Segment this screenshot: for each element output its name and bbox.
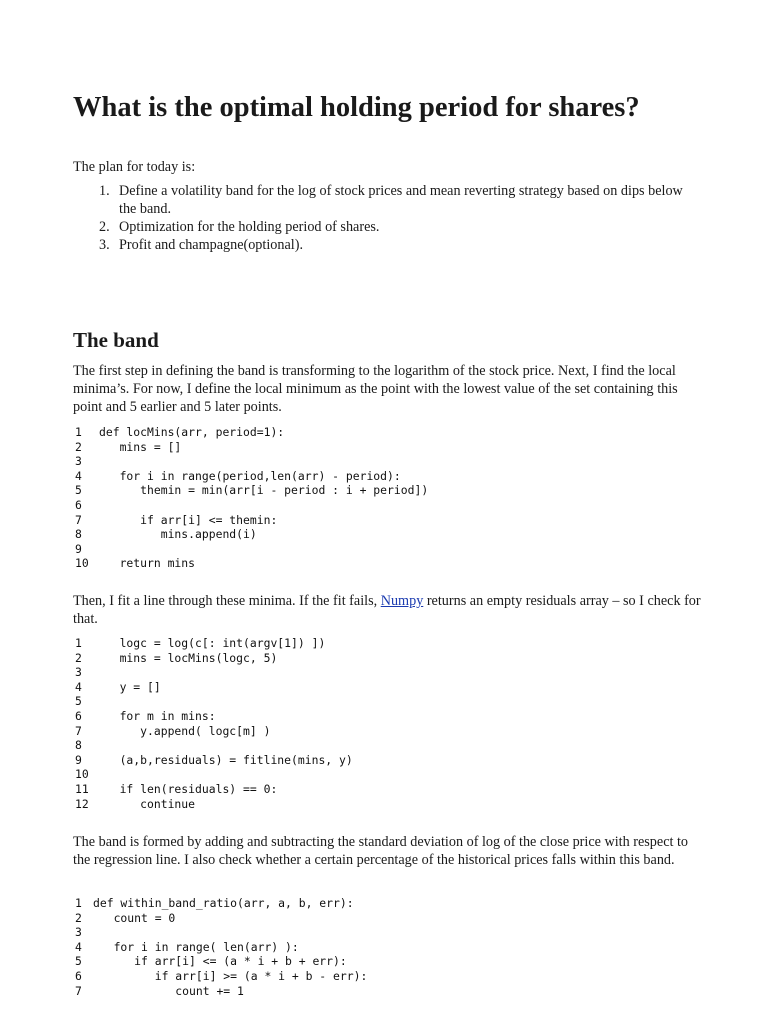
plan-list: [73, 182, 703, 254]
line-number: 10: [75, 767, 89, 782]
code-line: [75, 665, 353, 680]
line-number: 7: [75, 723, 82, 738]
code-line: [75, 753, 353, 768]
page-title: What is the optimal holding period for shares?: [73, 92, 640, 123]
line-number: 8: [75, 738, 82, 753]
line-number: 8: [75, 527, 82, 542]
line-number: 12: [75, 796, 89, 811]
line-number: 4: [75, 468, 82, 483]
plan-item-number: 2.: [99, 219, 110, 235]
line-number: 3: [75, 454, 82, 469]
code-block-fitline: [75, 636, 353, 811]
paragraph-text: Then, I fit a line through these minima. If the fit fails,: [73, 593, 381, 609]
plan-item-text: Optimization for the holding period of shares.: [119, 219, 380, 235]
code-text: count += 1: [93, 983, 244, 998]
line-number: 6: [75, 968, 82, 983]
code-line: [75, 454, 428, 469]
code-line: [75, 797, 353, 812]
code-line: [75, 925, 367, 940]
line-number: 11: [75, 781, 89, 796]
plan-item-number: 1.: [99, 183, 110, 199]
line-number: 1: [75, 636, 82, 650]
code-text: y = []: [99, 679, 161, 694]
code-line: [75, 767, 353, 782]
line-number: 7: [75, 983, 82, 998]
line-number: 3: [75, 665, 82, 680]
code-line: [75, 556, 428, 571]
code-text: if arr[i] <= themin:: [99, 512, 278, 527]
code-block-within-band: [75, 896, 367, 998]
code-line: [75, 969, 367, 984]
plan-item-2: [73, 218, 703, 236]
line-number: 4: [75, 939, 82, 954]
code-line: [75, 513, 428, 528]
paragraph-text: returns an empty residuals array – so I check for that.: [73, 593, 701, 627]
code-text: (a,b,residuals) = fitline(mins, y): [99, 752, 353, 767]
code-line: [75, 440, 428, 455]
code-line: [75, 694, 353, 709]
line-number: 6: [75, 497, 82, 512]
line-number: 5: [75, 954, 82, 969]
line-number: 1: [75, 425, 82, 439]
line-number: 9: [75, 752, 82, 767]
band-paragraph-1: The first step in defining the band is transforming to the logarithm of the stock price. Next, I find the local minima’s. For now, I define the local minimum as the point with the lowest value of the set containing this point and 5 earlier and 5 later points.: [73, 363, 678, 415]
line-number: 2: [75, 439, 82, 454]
code-line: [75, 469, 428, 484]
line-number: 5: [75, 483, 82, 498]
code-line: [75, 680, 353, 695]
code-line: [75, 542, 428, 557]
code-line: [75, 498, 428, 513]
code-text: if len(residuals) == 0:: [99, 781, 278, 796]
code-text: if arr[i] >= (a * i + b - err):: [93, 968, 368, 983]
code-line: [75, 940, 367, 955]
code-line: [75, 896, 367, 911]
code-text: for m in mins:: [99, 708, 216, 723]
code-text: if arr[i] <= (a * i + b + err):: [93, 954, 347, 969]
line-number: 10: [75, 556, 89, 571]
code-text: y.append( logc[m] ): [99, 723, 271, 738]
code-line: [75, 651, 353, 666]
code-line: [75, 483, 428, 498]
line-number: 4: [75, 679, 82, 694]
code-line: [75, 954, 367, 969]
code-text: return mins: [99, 556, 196, 571]
code-text: for i in range(period,len(arr) - period):: [99, 468, 401, 483]
code-line: [75, 724, 353, 739]
plan-item-text: Profit and champagne(optional).: [119, 237, 303, 253]
code-text: for i in range( len(arr) ):: [93, 939, 299, 954]
code-text: mins = []: [99, 439, 182, 454]
section-heading-band: The band: [73, 328, 159, 352]
code-block-locmins: [75, 425, 428, 571]
band-paragraph-2: [73, 592, 703, 628]
code-line: [75, 636, 353, 651]
code-line: [75, 911, 367, 926]
line-number: 3: [75, 925, 82, 940]
code-line: [75, 738, 353, 753]
code-text: count = 0: [93, 910, 176, 925]
code-text: logc = log(c[: int(argv[1]) ]): [99, 636, 326, 650]
code-line: [75, 984, 367, 999]
line-number: 1: [75, 896, 82, 910]
line-number: 2: [75, 650, 82, 665]
code-line: [75, 527, 428, 542]
line-number: 9: [75, 541, 82, 556]
line-number: 2: [75, 910, 82, 925]
code-text: continue: [99, 796, 196, 811]
code-text: def locMins(arr, period=1):: [99, 425, 285, 439]
plan-item-number: 3.: [99, 237, 110, 253]
code-text: mins = locMins(logc, 5): [99, 650, 278, 665]
plan-item-text: Define a volatility band for the log of stock prices and mean reverting strategy based on dips below the band.: [119, 183, 683, 217]
code-line: [75, 425, 428, 440]
numpy-link[interactable]: Numpy: [380, 593, 424, 609]
code-text: def within_band_ratio(arr, a, b, err):: [93, 896, 354, 910]
code-text: themin = min(arr[i - period : i + period]): [99, 483, 429, 498]
band-paragraph-3: The band is formed by adding and subtracting the standard deviation of log of the close price with respect to the regression line. I also check whether a certain percentage of the historical prices falls within this band.: [73, 834, 689, 868]
line-number: 5: [75, 694, 82, 709]
code-text: mins.append(i): [99, 527, 257, 542]
plan-item-1: [73, 182, 703, 218]
code-line: [75, 782, 353, 797]
plan-item-3: [73, 236, 703, 254]
intro-text: The plan for today is:: [73, 159, 196, 175]
line-number: 6: [75, 708, 82, 723]
line-number: 7: [75, 512, 82, 527]
code-line: [75, 709, 353, 724]
